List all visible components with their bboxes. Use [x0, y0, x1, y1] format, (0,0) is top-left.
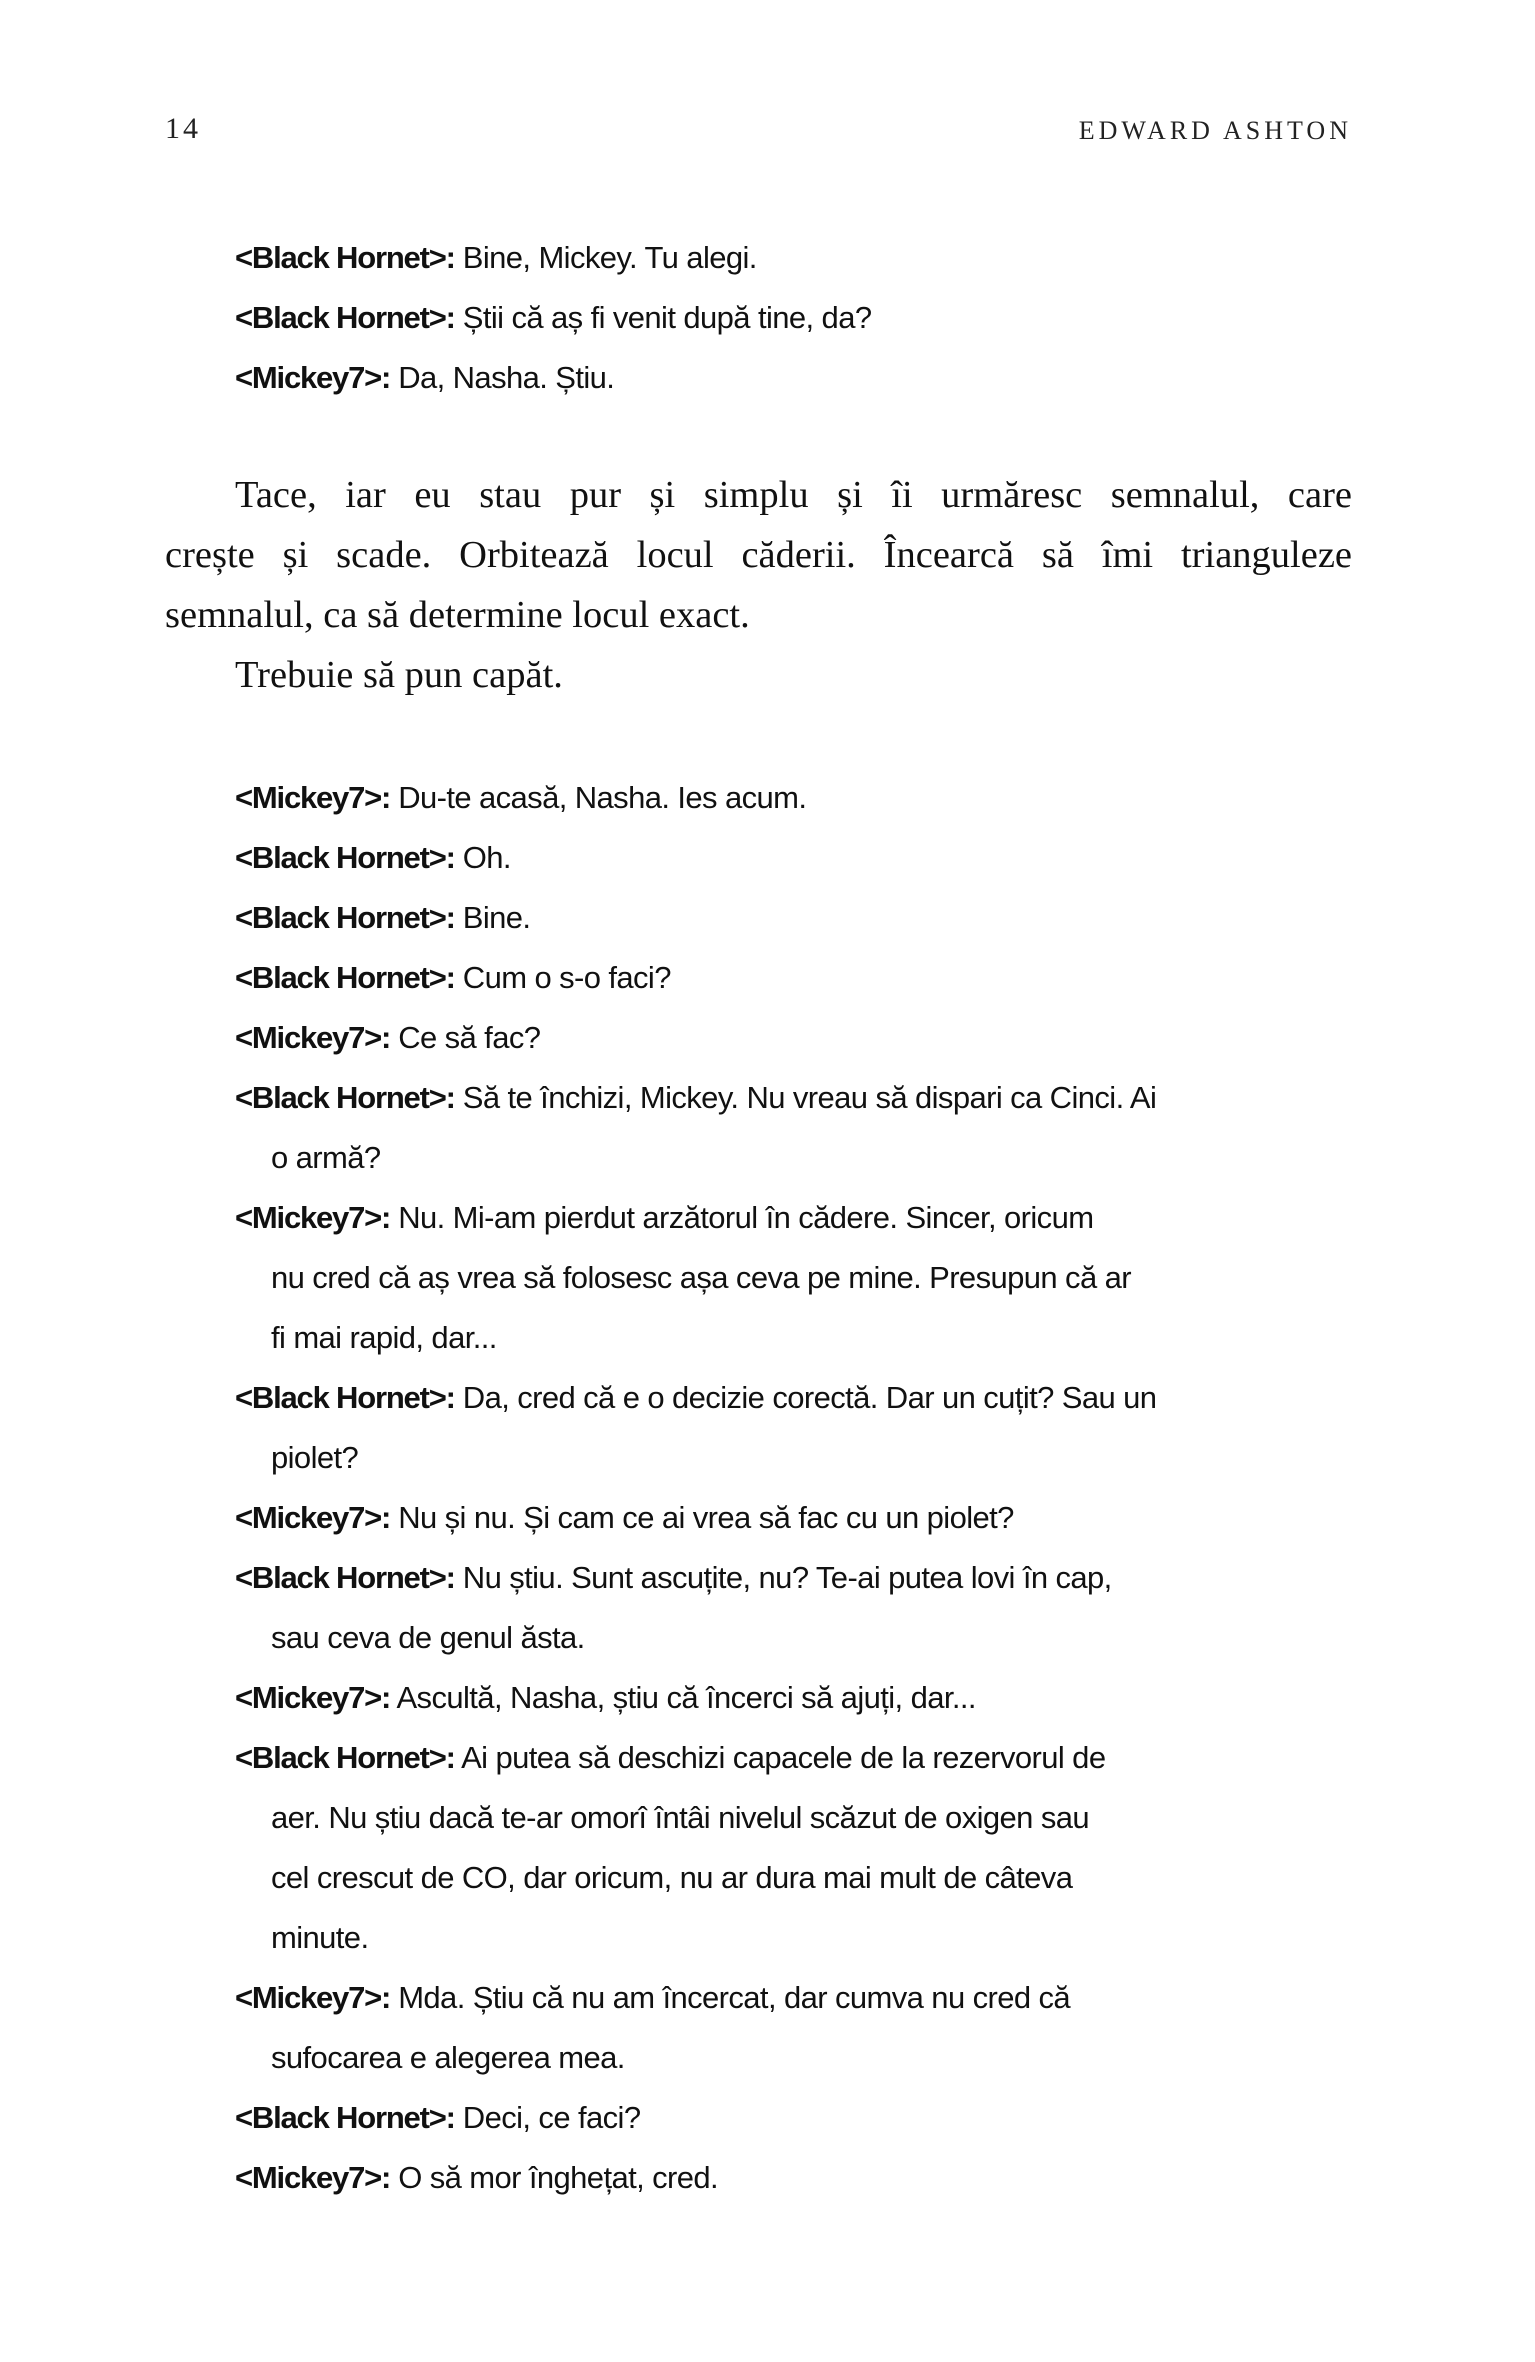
- chat-text: sufocarea e alegerea mea.: [271, 2040, 625, 2075]
- chat-message-line: [235, 1248, 1365, 1308]
- chat-speaker: <Mickey7>:: [235, 780, 391, 815]
- chat-text: Nu și nu. Și cam ce ai vrea să fac cu un piolet?: [398, 1500, 1014, 1535]
- chat-speaker: <Black Hornet>:: [235, 960, 455, 995]
- chat-message-line: [235, 1188, 1365, 1248]
- chat-speaker: <Mickey7>:: [235, 1500, 391, 1535]
- chat-speaker: <Mickey7>:: [235, 360, 391, 395]
- chat-message-line: [235, 1008, 1365, 1068]
- chat-speaker: <Black Hornet>:: [235, 2100, 455, 2135]
- prose-line: Tace, iar eu stau pur și simplu și îi urmăresc semnalul, care: [235, 474, 1352, 516]
- prose-line: crește și scade. Orbitează locul căderii. Încearcă să îmi trianguleze: [165, 534, 1352, 576]
- chat-speaker: <Black Hornet>:: [235, 1740, 455, 1775]
- chat-text: Nu știu. Sunt ascuțite, nu? Te-ai putea lovi în cap,: [462, 1560, 1112, 1595]
- chat-text: sau ceva de genul ăsta.: [271, 1620, 585, 1655]
- chat-message-line: [235, 1968, 1365, 2028]
- chat-text: aer. Nu știu dacă te-ar omorî întâi nivelul scăzut de oxigen sau: [271, 1800, 1090, 1835]
- chat-message-line: [235, 1788, 1365, 1848]
- chat-message-line: [235, 228, 1365, 288]
- prose-paragraph: Trebuie să pun capăt.: [235, 654, 563, 696]
- chat-message-line: [235, 1488, 1365, 1548]
- running-header-author: EDWARD ASHTON: [1078, 116, 1352, 145]
- chat-speaker: <Black Hornet>:: [235, 300, 455, 335]
- chat-log-1: [235, 228, 1365, 408]
- prose-line: semnalul, ca să determine locul exact.: [165, 594, 750, 636]
- chat-text: Nu. Mi-am pierdut arzătorul în cădere. Sincer, oricum: [398, 1200, 1094, 1235]
- chat-message-line: [235, 1668, 1365, 1728]
- chat-message-line: [235, 1608, 1365, 1668]
- chat-message-line: [235, 1728, 1365, 1788]
- chat-text: Deci, ce faci?: [462, 2100, 641, 2135]
- chat-text: minute.: [271, 1920, 369, 1955]
- chat-message-line: [235, 288, 1365, 348]
- chat-text: O să mor înghețat, cred.: [398, 2160, 719, 2195]
- prose-section: [165, 465, 1352, 705]
- chat-text: Oh.: [462, 840, 511, 875]
- chat-message-line: [235, 2148, 1365, 2208]
- chat-speaker: <Mickey7>:: [235, 1020, 391, 1055]
- chat-text: Știi că aș fi venit după tine, da?: [462, 300, 872, 335]
- chat-message-line: [235, 1548, 1365, 1608]
- chat-message-line: [235, 2088, 1365, 2148]
- chat-text: Bine.: [462, 900, 531, 935]
- chat-message-line: [235, 1068, 1365, 1128]
- chat-text: fi mai rapid, dar...: [271, 1320, 497, 1355]
- chat-text: o armă?: [271, 1140, 381, 1175]
- chat-text: Ai putea să deschizi capacele de la rezervorul de: [461, 1740, 1106, 1775]
- chat-log-2: [235, 768, 1365, 2208]
- chat-message-line: [235, 948, 1365, 1008]
- chat-text: nu cred că aș vrea să folosesc așa ceva pe mine. Presupun că ar: [271, 1260, 1131, 1295]
- chat-text: Ascultă, Nasha, știu că încerci să ajuți, dar...: [396, 1680, 976, 1715]
- chat-speaker: <Black Hornet>:: [235, 1380, 455, 1415]
- chat-message-line: [235, 1128, 1365, 1188]
- chat-message-line: [235, 1308, 1365, 1368]
- chat-message-line: [235, 2028, 1365, 2088]
- chat-speaker: <Black Hornet>:: [235, 840, 455, 875]
- chat-speaker: <Black Hornet>:: [235, 1560, 455, 1595]
- chat-message-line: [235, 1428, 1365, 1488]
- chat-speaker: <Black Hornet>:: [235, 900, 455, 935]
- chat-speaker: <Mickey7>:: [235, 1680, 391, 1715]
- chat-text: Da, cred că e o decizie corectă. Dar un cuțit? Sau un: [462, 1380, 1157, 1415]
- chat-speaker: <Mickey7>:: [235, 2160, 391, 2195]
- page-number: 14: [165, 112, 201, 145]
- chat-text: Du-te acasă, Nasha. Ies acum.: [398, 780, 807, 815]
- chat-message-line: [235, 768, 1365, 828]
- chat-speaker: <Mickey7>:: [235, 1200, 391, 1235]
- chat-speaker: <Mickey7>:: [235, 1980, 391, 2015]
- chat-text: Da, Nasha. Știu.: [398, 360, 615, 395]
- chat-text: Cum o s-o faci?: [462, 960, 671, 995]
- chat-message-line: [235, 888, 1365, 948]
- chat-speaker: <Black Hornet>:: [235, 240, 455, 275]
- chat-text: Ce să fac?: [398, 1020, 541, 1055]
- chat-message-line: [235, 828, 1365, 888]
- chat-text: piolet?: [271, 1440, 359, 1475]
- chat-text: Bine, Mickey. Tu alegi.: [462, 240, 757, 275]
- chat-text: Mda. Știu că nu am încercat, dar cumva nu cred că: [398, 1980, 1071, 2015]
- chat-speaker: <Black Hornet>:: [235, 1080, 455, 1115]
- chat-message-line: [235, 1908, 1365, 1968]
- chat-message-line: [235, 348, 1365, 408]
- chat-text: cel crescut de CO, dar oricum, nu ar dura mai mult de câteva: [271, 1860, 1073, 1895]
- chat-text: Să te închizi, Mickey. Nu vreau să dispari ca Cinci. Ai: [462, 1080, 1157, 1115]
- chat-message-line: [235, 1368, 1365, 1428]
- chat-message-line: [235, 1848, 1365, 1908]
